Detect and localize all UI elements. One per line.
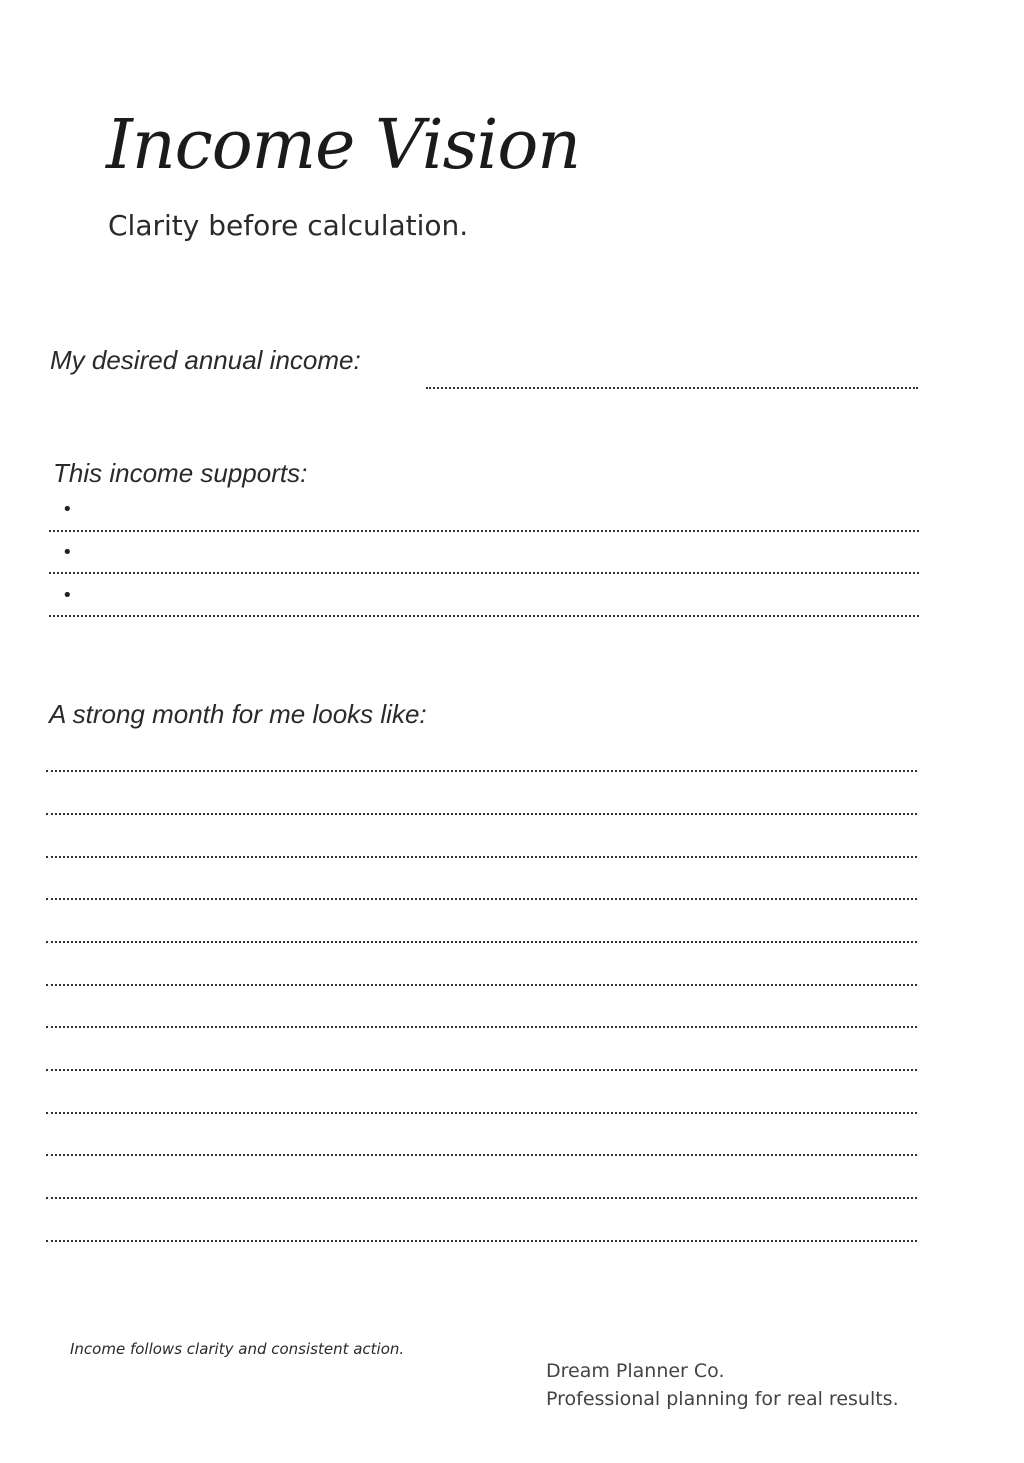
supports-bullet-3: • [62,585,73,606]
strong-month-writing-line[interactable] [46,813,917,815]
strong-month-writing-line[interactable] [46,941,917,943]
strong-month-writing-line[interactable] [46,898,917,900]
strong-month-writing-line[interactable] [46,1154,917,1156]
supports-writing-line-3[interactable] [49,615,919,617]
page-subtitle: Clarity before calculation. [108,209,469,242]
strong-month-writing-line[interactable] [46,1069,917,1071]
page-title: Income Vision [106,106,581,185]
strong-month-writing-line[interactable] [46,1197,917,1199]
strong-month-writing-line[interactable] [46,856,917,858]
strong-month-writing-line[interactable] [46,770,917,772]
supports-bullet-2: • [62,542,73,563]
strong-month-label: A strong month for me looks like: [49,699,427,729]
supports-writing-line-2[interactable] [49,572,919,574]
footer-quote: Income follows clarity and consistent action. [70,1340,405,1358]
supports-bullet-1: • [62,499,73,520]
strong-month-writing-line[interactable] [46,984,917,986]
brand-tagline: Professional planning for real results. [546,1388,899,1410]
strong-month-writing-line[interactable] [46,1112,917,1114]
brand-name: Dream Planner Co. [546,1360,725,1382]
strong-month-writing-line[interactable] [46,1026,917,1028]
annual-income-label: My desired annual income: [50,345,361,375]
strong-month-writing-line[interactable] [46,1240,917,1242]
brand-block [546,1357,899,1413]
annual-income-writing-line[interactable] [426,387,918,389]
supports-writing-line-1[interactable] [49,530,919,532]
supports-label: This income supports: [53,458,308,488]
